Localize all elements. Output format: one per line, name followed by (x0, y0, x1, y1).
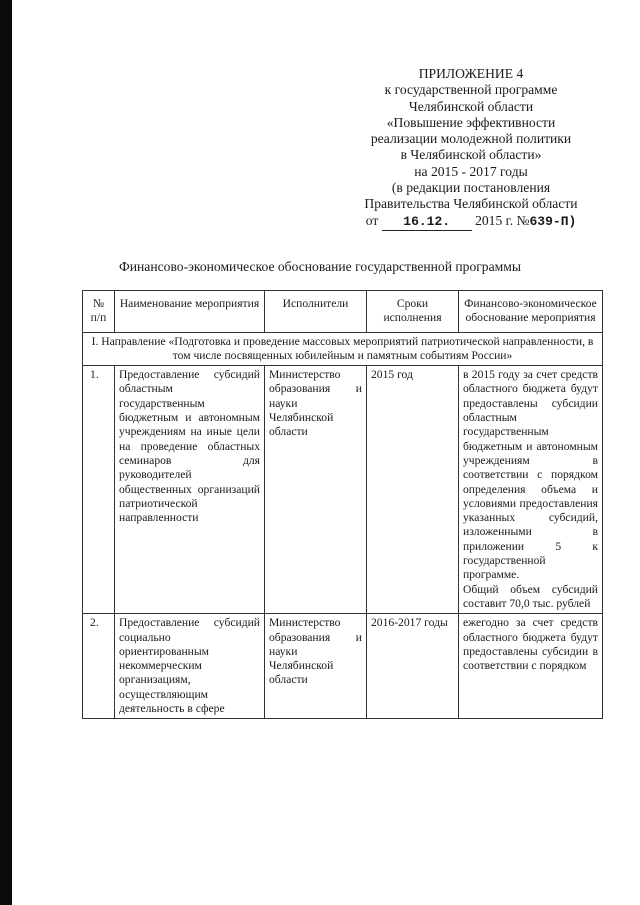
header-line: реализации молодежной политики (370, 131, 572, 147)
table-header-row (83, 291, 603, 333)
header-line: Челябинской области (408, 98, 534, 114)
decree-year: 2015 г. № (475, 212, 530, 228)
decree-date: 16.12. (382, 214, 472, 231)
header-line: Правительства Челябинской области (364, 196, 578, 212)
row-justification: в 2015 году за счет средств областного бюджета будут предоставлены субсидии областным государственным бюджетным и автономным учреждениям в соответствии с порядком определения объема и условиями предоставления указанных субсидий, изложенными в приложении 5 к государственной программе. (463, 368, 598, 582)
header-line: на 2015 - 2017 годы (414, 163, 528, 179)
document-title: Финансово-экономическое обоснование государственной программы (119, 259, 521, 274)
section-row (83, 332, 603, 366)
decree-number: 639-П) (529, 213, 577, 229)
column-header-executor: Исполнители (265, 291, 367, 333)
row-justification: ежегодно за счет средств областного бюджета будут предоставлены субсидии в соответствии с порядком (459, 614, 603, 719)
header-line: к государственной программе (384, 82, 558, 98)
column-header-justification: Финансово-экономическое обоснование мероприятия (459, 291, 603, 333)
column-header-term: Сроки исполнения (367, 291, 459, 333)
row-name: Предоставление субсидий социально ориентированным некоммерческим организациям, осуществляющим деятельность в сфере (115, 614, 265, 719)
row-number: 1. (83, 366, 115, 614)
section-title: I. Направление «Подготовка и проведение массовых мероприятий патриотической направленности, в том числе посвященных юбилейным и памятным событиям России» (83, 332, 603, 366)
header-line: (в редакции постановления (391, 180, 551, 196)
header-line: «Повышение эффективности (386, 114, 556, 130)
row-total: Общий объем субсидий составит 70,0 тыс. рублей (463, 582, 598, 610)
row-name: Предоставление субсидий областным государственным бюджетным и автономным учреждениям на иные цели на проведение областных семинаров для руководителей общественных организаций патриотической направленности (115, 366, 265, 614)
row-executor: Министерство образования и науки Челябинской области (265, 366, 367, 614)
header-line: в Челябинской области» (400, 147, 542, 163)
row-term: 2016-2017 годы (367, 614, 459, 719)
column-header-number: № п/п (83, 291, 115, 333)
row-justification-cell (459, 366, 603, 614)
financial-table (82, 290, 603, 719)
table-row (83, 366, 603, 614)
appendix-title: ПРИЛОЖЕНИЕ 4 (418, 66, 524, 81)
row-term: 2015 год (367, 366, 459, 614)
date-prefix: от (365, 212, 379, 228)
row-executor: Министерство образования и науки Челябинской области (265, 614, 367, 719)
column-header-name: Наименование мероприятия (115, 291, 265, 333)
row-number: 2. (83, 614, 115, 719)
table-row (83, 614, 603, 719)
